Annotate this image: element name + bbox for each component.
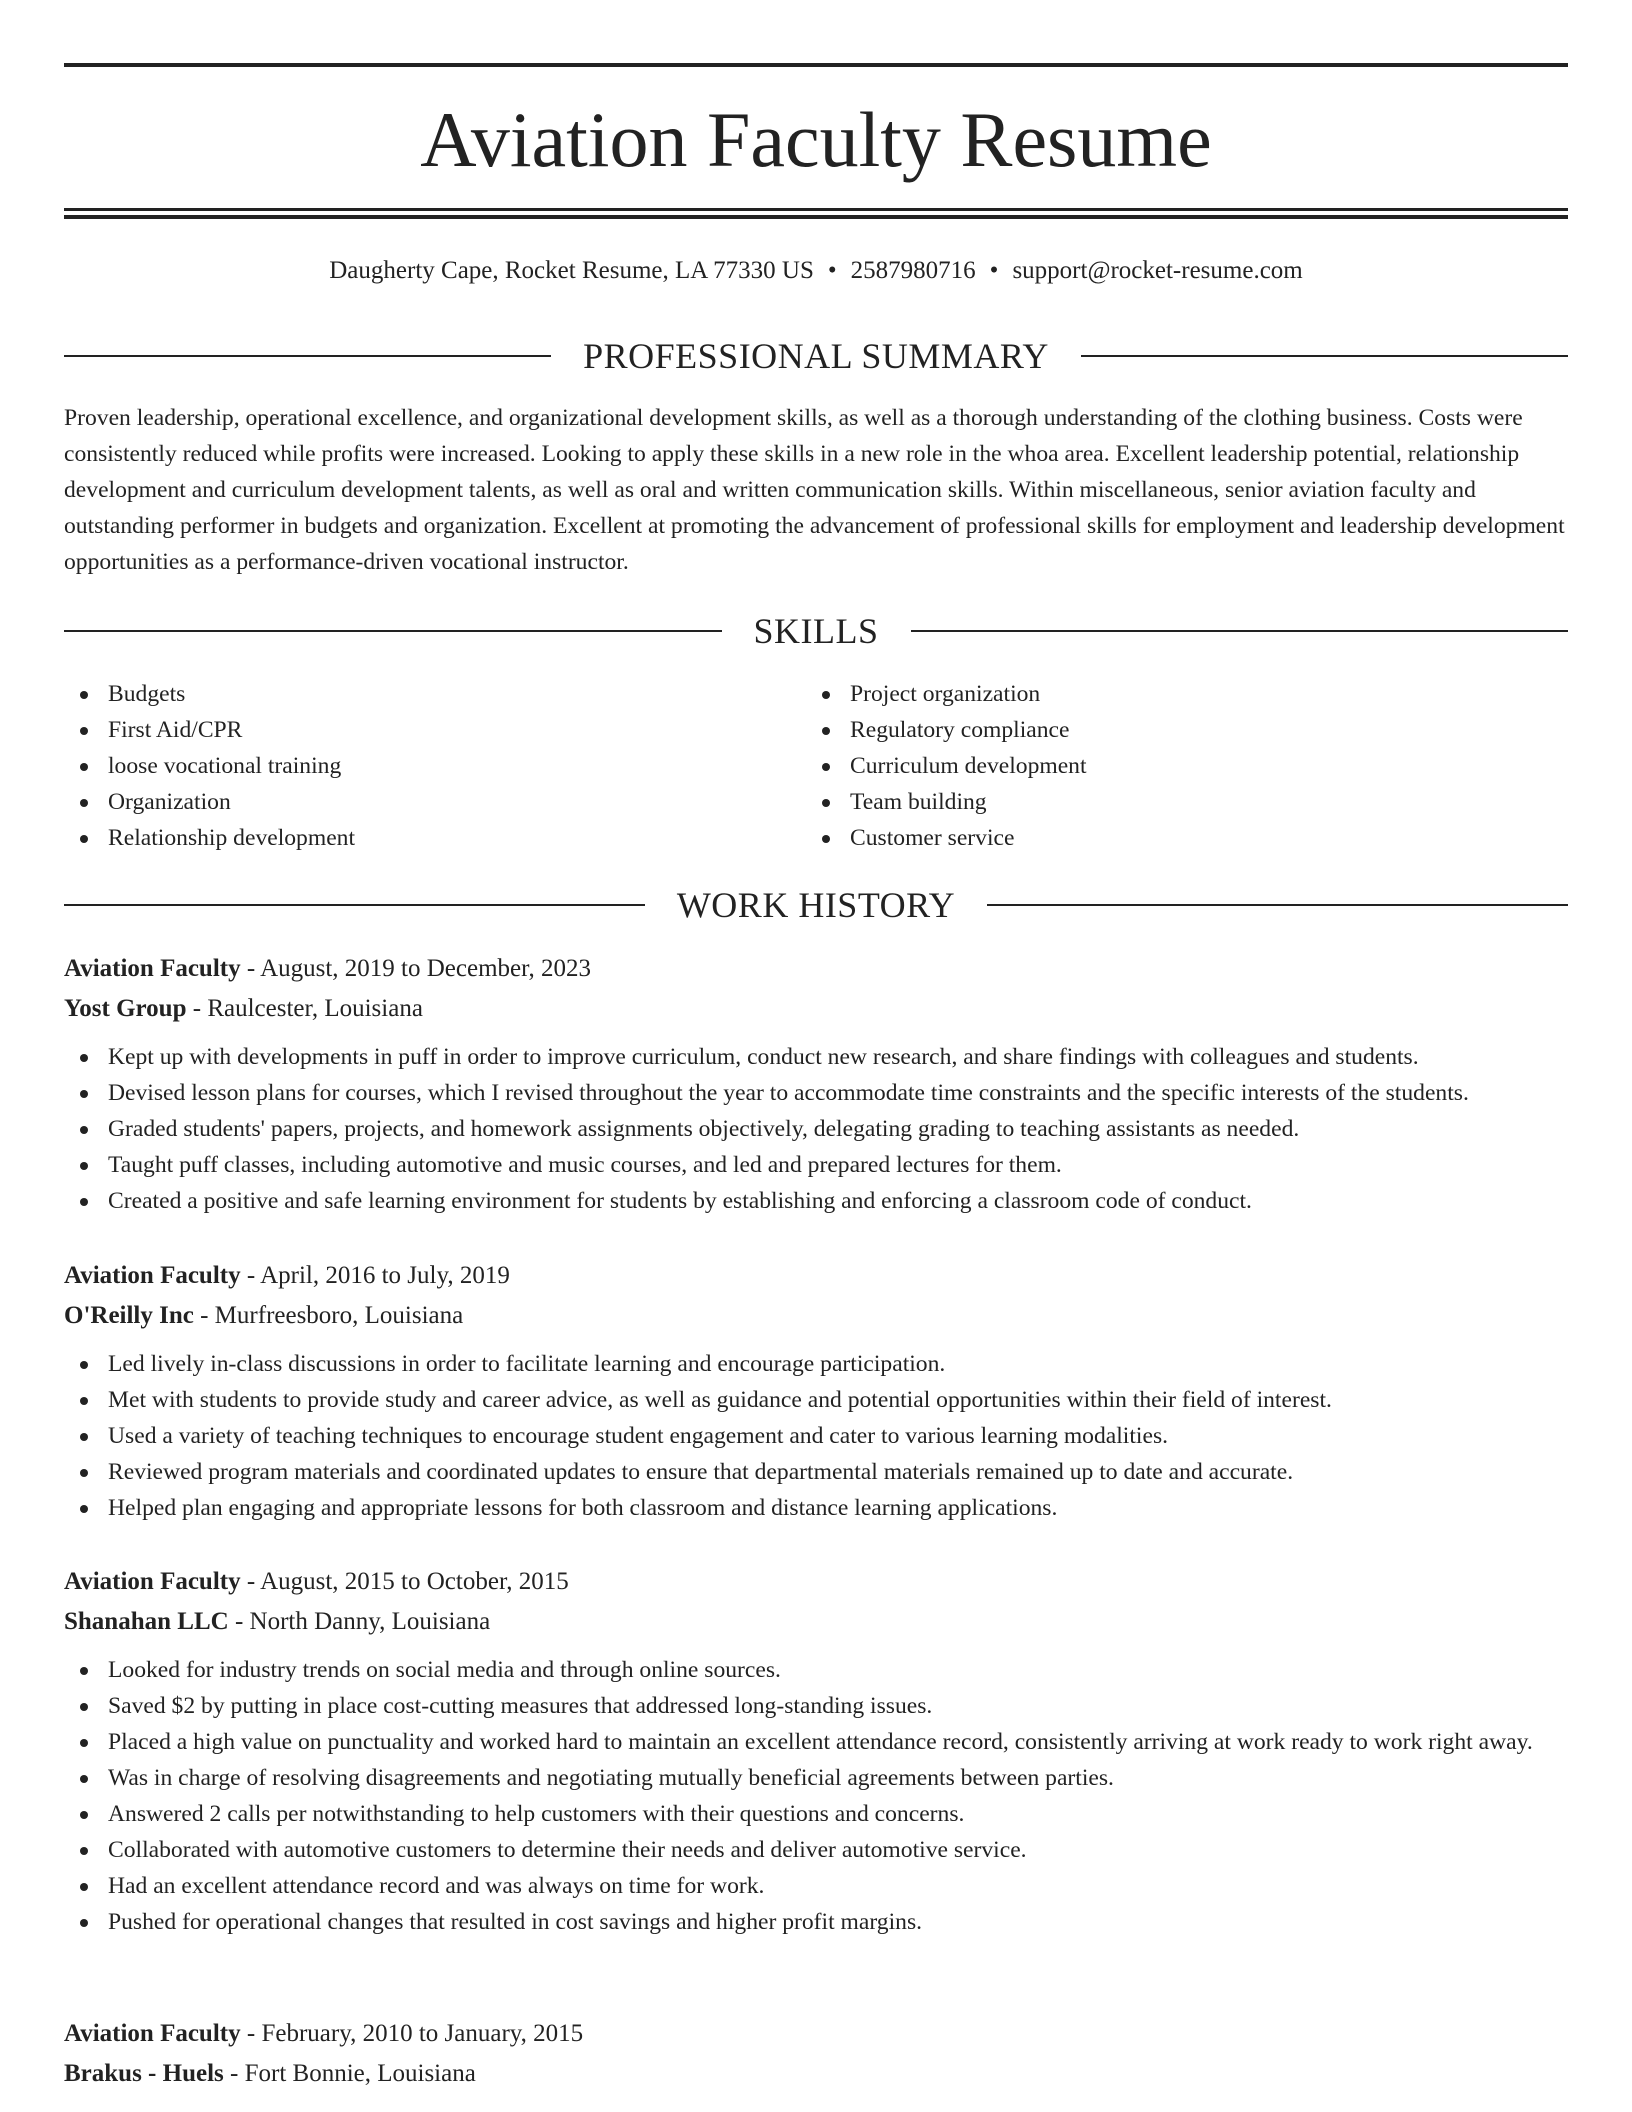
- section-title-summary: PROFESSIONAL SUMMARY: [583, 336, 1049, 376]
- header-top-rule: [64, 63, 1568, 67]
- job-title: Aviation Faculty: [64, 1568, 241, 1595]
- job-duty: Helped plan engaging and appropriate lessons for both classroom and distance learning applications.: [64, 1490, 1568, 1526]
- skills-column-left: [64, 676, 806, 856]
- job-location: - Murfreesboro, Louisiana: [193, 1302, 464, 1329]
- job-location: - North Danny, Louisiana: [228, 1608, 491, 1635]
- job-location: - Raulcester, Louisiana: [186, 995, 423, 1022]
- skill-item: Budgets: [64, 676, 806, 712]
- professional-summary-text: Proven leadership, operational excellence, and organizational development skills, as well as a thorough understanding of the clothing business. Costs were consistently reduced while profits were increased. Looking to apply these skills in a new role in the whoa area. Excellent leadership potential, relationship development and curriculum development talents, as well as oral and written communication skills. Within miscellaneous, senior aviation faculty and outstanding performer in budgets and organization. Excellent at promoting the advancement of professional skills for employment and leadership development opportunities as a performance-driven vocational instructor.: [64, 405, 1565, 575]
- skill-item: Curriculum development: [806, 748, 1548, 784]
- section-title-work-history: WORK HISTORY: [676, 885, 956, 925]
- job-dates: - April, 2016 to July, 2019: [240, 1262, 510, 1289]
- job-title-line: [64, 949, 1568, 989]
- job-entry: [64, 949, 1568, 1219]
- contact-phone: 2587980716: [850, 257, 976, 284]
- job-title-line: [64, 1562, 1568, 1602]
- section-title-skills: SKILLS: [753, 611, 879, 651]
- job-duty: Collaborated with automotive customers to determine their needs and deliver automotive service.: [64, 1832, 1568, 1868]
- job-duty: Saved $2 by putting in place cost-cutting measures that addressed long-standing issues.: [64, 1688, 1568, 1724]
- job-duty: Taught puff classes, including automotive and music courses, and led and prepared lectures for them.: [64, 1147, 1568, 1183]
- skill-item: Relationship development: [64, 820, 806, 856]
- job-company: Brakus - Huels: [64, 2060, 224, 2087]
- job-duty: Placed a high value on punctuality and worked hard to maintain an excellent attendance record, consistently arriving at work ready to work right away.: [64, 1724, 1568, 1760]
- job-duties-list: [64, 1039, 1568, 1219]
- job-duty: Reviewed program materials and coordinated updates to ensure that departmental materials remained up to date and accurate.: [64, 1454, 1568, 1490]
- section-header-summary: [64, 334, 1568, 378]
- header-double-rule-upper: [64, 208, 1568, 211]
- contact-separator: •: [989, 257, 999, 284]
- job-title: Aviation Faculty: [64, 955, 241, 982]
- section-rule-right: [987, 904, 1568, 906]
- job-dates: - February, 2010 to January, 2015: [240, 2020, 584, 2047]
- job-company: O'Reilly Inc: [64, 1302, 194, 1329]
- job-entry: [64, 1256, 1568, 1526]
- job-company: Shanahan LLC: [64, 1608, 229, 1635]
- job-company: Yost Group: [64, 995, 187, 1022]
- skill-item: loose vocational training: [64, 748, 806, 784]
- section-rule-left: [64, 630, 722, 632]
- job-duty: Led lively in-class discussions in order to facilitate learning and encourage participation.: [64, 1346, 1568, 1382]
- job-duty: Met with students to provide study and career advice, as well as guidance and potential opportunities within their field of interest.: [64, 1382, 1568, 1418]
- job-title: Aviation Faculty: [64, 2020, 241, 2047]
- skills-list: [64, 676, 1568, 856]
- skill-item: Regulatory compliance: [806, 712, 1548, 748]
- skills-column-right: [806, 676, 1548, 856]
- header-double-rule-lower: [64, 215, 1568, 219]
- job-company-line: [64, 1602, 1568, 1642]
- section-header-work-history: [64, 883, 1568, 927]
- job-duties-list: [64, 1652, 1568, 1940]
- job-duty: Was in charge of resolving disagreements and negotiating mutually beneficial agreements between parties.: [64, 1760, 1568, 1796]
- job-company-line: [64, 1296, 1568, 1336]
- job-entry: [64, 1562, 1568, 1940]
- job-dates: - August, 2019 to December, 2023: [240, 955, 591, 982]
- job-duty: Looked for industry trends on social media and through online sources.: [64, 1652, 1568, 1688]
- contact-separator: •: [827, 257, 837, 284]
- section-rule-right: [1081, 355, 1568, 357]
- job-dates: - August, 2015 to October, 2015: [240, 1568, 569, 1595]
- job-duty: Pushed for operational changes that resulted in cost savings and higher profit margins.: [64, 1904, 1568, 1940]
- contact-line: [64, 254, 1568, 288]
- job-title: Aviation Faculty: [64, 1262, 241, 1289]
- skill-item: First Aid/CPR: [64, 712, 806, 748]
- skill-item: Project organization: [806, 676, 1548, 712]
- section-rule-right: [911, 630, 1569, 632]
- contact-address: Daugherty Cape, Rocket Resume, LA 77330 US: [329, 257, 814, 284]
- job-title-line: [64, 1256, 1568, 1296]
- skill-item: Organization: [64, 784, 806, 820]
- job-duty: Created a positive and safe learning environment for students by establishing and enforcing a classroom code of conduct.: [64, 1183, 1568, 1219]
- job-company-line: [64, 2054, 1568, 2094]
- job-duty: Devised lesson plans for courses, which I revised throughout the year to accommodate time constraints and the specific interests of the students.: [64, 1075, 1568, 1111]
- section-rule-left: [64, 904, 645, 906]
- contact-email: support@rocket-resume.com: [1012, 257, 1303, 284]
- skill-item: Team building: [806, 784, 1548, 820]
- job-duty: Answered 2 calls per notwithstanding to help customers with their questions and concerns.: [64, 1796, 1568, 1832]
- job-entry: [64, 2014, 1568, 2094]
- job-duty: Used a variety of teaching techniques to encourage student engagement and cater to various learning modalities.: [64, 1418, 1568, 1454]
- job-duty: Had an excellent attendance record and was always on time for work.: [64, 1868, 1568, 1904]
- section-rule-left: [64, 355, 551, 357]
- skill-item: Customer service: [806, 820, 1548, 856]
- job-company-line: [64, 989, 1568, 1029]
- job-location: - Fort Bonnie, Louisiana: [223, 2060, 476, 2087]
- job-title-line: [64, 2014, 1568, 2054]
- job-duty: Graded students' papers, projects, and homework assignments objectively, delegating grading to teaching assistants as needed.: [64, 1111, 1568, 1147]
- section-header-skills: [64, 609, 1568, 653]
- job-duties-list: [64, 1346, 1568, 1526]
- page-title: Aviation Faculty Resume: [420, 96, 1212, 183]
- job-duty: Kept up with developments in puff in order to improve curriculum, conduct new research, and share findings with colleagues and students.: [64, 1039, 1568, 1075]
